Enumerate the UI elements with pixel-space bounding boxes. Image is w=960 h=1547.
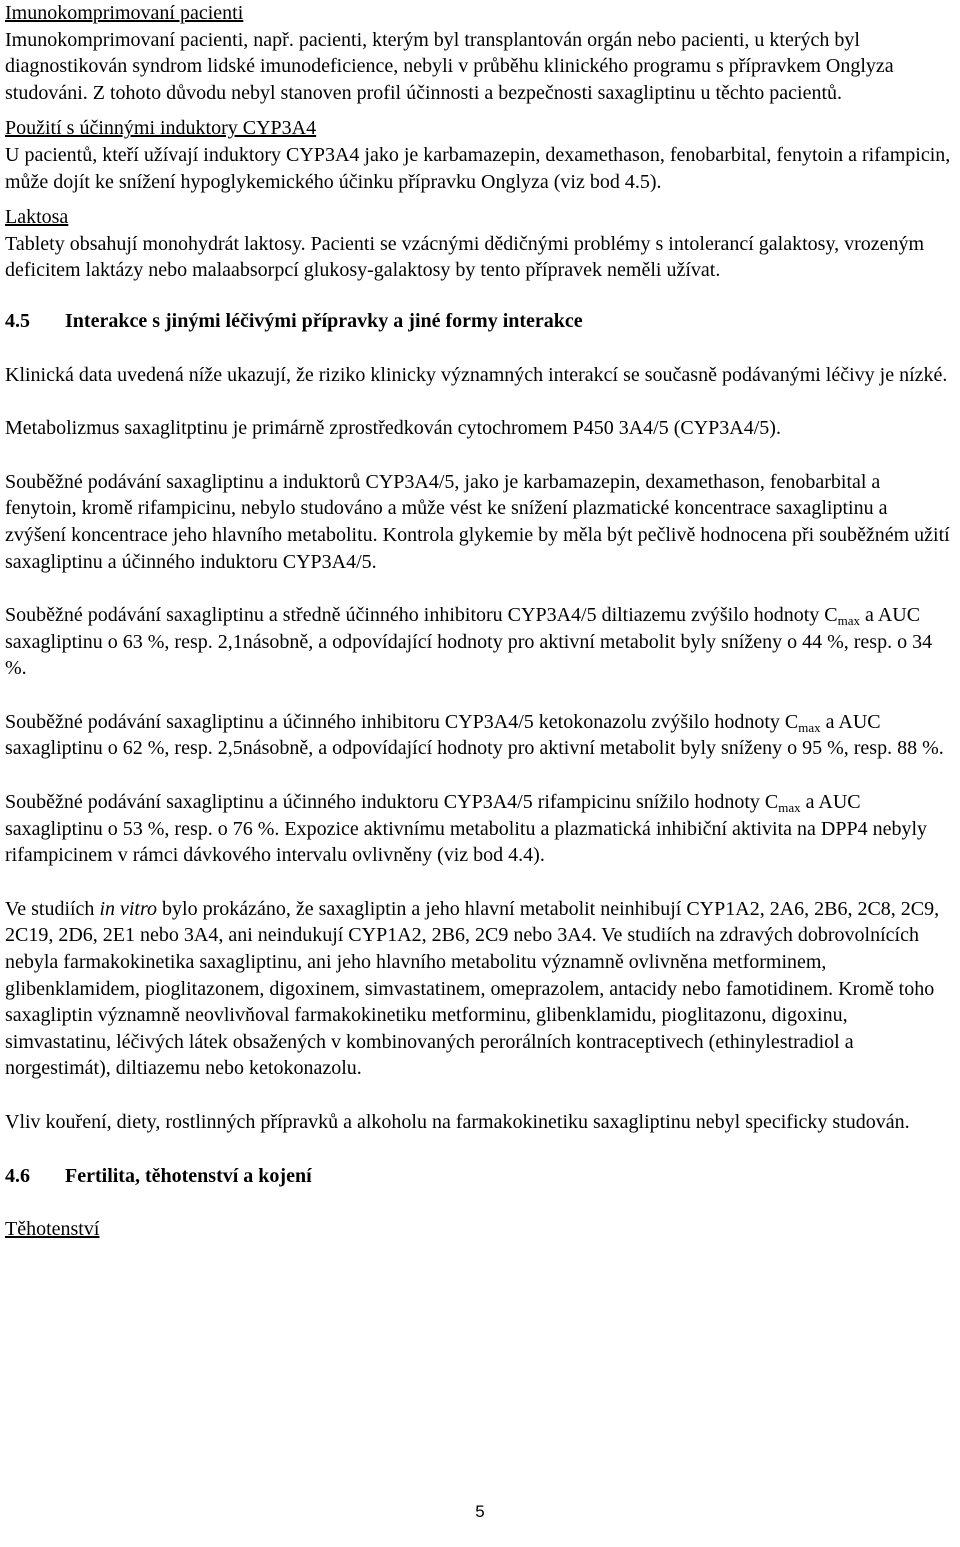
p4-cmax-subscript: max: [837, 613, 861, 629]
document-page: [5, 0, 953, 1243]
interaction-paragraph-1: Klinická data uvedená níže ukazují, že riziko klinicky významných interakcí se současně podávanými léčivy je nízké.: [5, 363, 948, 386]
p4-text-before: Souběžné podávání saxagliptinu a středně účinného inhibitoru CYP3A4/5 diltiazemu zvýšilo hodnoty C: [5, 604, 838, 627]
interaction-paragraph-4: [5, 602, 953, 682]
p6-text-after: a AUC saxagliptinu o 53 %, resp. o 76 %. Expozice aktivnímu metabolitu a plazmatická inhibiční aktivita na DPP4 nebyly rifampicinem v rámci dávkového intervalu ovlivněny (viz bod 4.4).: [5, 791, 928, 867]
p6-cmax-subscript: max: [778, 800, 801, 816]
p5-text-before: Souběžné podávání saxagliptinu a účinného inhibitoru CYP3A4/5 ketokonazolu zvýšilo hodnoty C: [5, 710, 799, 733]
p5-cmax-subscript: max: [798, 719, 821, 735]
section-4-5-heading: [5, 308, 953, 335]
interaction-paragraph-6: [5, 789, 953, 869]
p7-text-before: Ve studiích: [5, 897, 100, 920]
interaction-paragraph-5: [5, 709, 953, 762]
immuno-subheading: Imunokomprimovaní pacienti: [5, 2, 244, 24]
section-4-6-title: Fertilita, těhotenství a kojení: [65, 1164, 312, 1187]
interaction-paragraph-3: Souběžné podávání saxagliptinu a induktorů CYP3A4/5, jako je karbamazepin, dexamethason, fenobarbital a fenytoin, kromě rifampicinu, nebylo studováno a může vést ke snížení plazmatické koncentrace saxagliptinu a zvýšení koncentrace jeho hlavního metabolitu. Kontrola glykemie by měla být pečlivě hodnocena při souběžném užití saxagliptinu a účinného induktoru CYP3A4/5.: [5, 470, 950, 573]
inducers-subheading: Použití s účinnými induktory CYP3A4: [5, 117, 317, 140]
section-4-6-heading: [5, 1163, 953, 1190]
p7-text-after: bylo prokázáno, že saxagliptin a jeho hlavní metabolit neinhibují CYP1A2, 2A6, 2B6, 2C8, 2C9, 2C19, 2D6, 2E1 nebo 3A4, ani neindukují CYP1A2, 2B6, 2C9 nebo 3A4. Ve studiích na zdravých dobrovolnících nebyla farmakokinetika saxagliptinu, ani jeho hlavního metabolitu významně ovlivněna metforminem, glibenklamidem, pioglitazonem, digoxinem, simvastatinem, omeprazolem, antacidy nebo famotidinem. Kromě toho saxagliptin významně neovlivňoval farmakokinetiku metforminu, glibenklamidu, pioglitazonu, digoxinu, simvastatinu, léčivých látek obsažených v kombinovaných perorálních kontraceptivech (ethinylestradiol a norgestimát), diltiazemu nebo ketokonazolu.: [5, 897, 940, 1080]
page-number: 5: [475, 1502, 485, 1521]
section-4-5-number: 4.5: [5, 309, 30, 332]
section-4-6-number: 4.6: [5, 1164, 30, 1187]
immuno-paragraph: Imunokomprimovaní pacienti, např. pacienti, kterým byl transplantován orgán nebo pacienti, u kterých byl diagnostikován syndrom lidské imunodeficience, nebyli v průběhu klinického programu s přípravkem Onglyza studováni. Z tohoto důvodu nebyl stanoven profil účinnosti a bezpečnosti saxagliptinu u těchto pacientů.: [5, 28, 894, 104]
p7-in-vitro: in vitro: [99, 897, 158, 920]
interaction-paragraph-7: [5, 896, 953, 1082]
p5-text-after: a AUC saxagliptinu o 62 %, resp. 2,5násobně, a odpovídající hodnoty pro aktivní metabolit byly sníženy o 95 %, resp. 88 %.: [5, 710, 944, 760]
interaction-paragraph-2: Metabolizmus saxaglitptinu je primárně zprostředkován cytochromem P450 3A4/5 (CYP3A4/5).: [5, 417, 781, 440]
inducers-paragraph: U pacientů, kteří užívají induktory CYP3A4 jako je karbamazepin, dexamethason, fenobarbital, fenytoin a rifampicin, může dojít ke snížení hypoglykemického účinku přípravku Onglyza (viz bod 4.5).: [5, 143, 951, 193]
lactose-paragraph: Tablety obsahují monohydrát laktosy. Pacienti se vzácnými dědičnými problémy s intolerancí galaktosy, vrozeným deficitem laktázy nebo malaabsorpcí glukosy-galaktosy by tento přípravek neměli užívat.: [5, 232, 925, 282]
section-4-5-title: Interakce s jinými léčivými přípravky a jiné formy interakce: [65, 309, 583, 332]
p4-text-after: a AUC saxagliptinu o 63 %, resp. 2,1násobně, a odpovídající hodnoty pro aktivní metabolit byly sníženy o 44 %, resp. o 34 %.: [5, 604, 933, 680]
p6-text-before: Souběžné podávání saxagliptinu a účinného induktoru CYP3A4/5 rifampicinu snížilo hodnoty C: [5, 791, 779, 814]
lactose-subheading: Laktosa: [5, 206, 69, 229]
pregnancy-subheading: Těhotenství: [5, 1218, 100, 1241]
interaction-paragraph-8: Vliv kouření, diety, rostlinných přípravků a alkoholu na farmakokinetiku saxagliptinu nebyl specificky studován.: [5, 1111, 910, 1133]
